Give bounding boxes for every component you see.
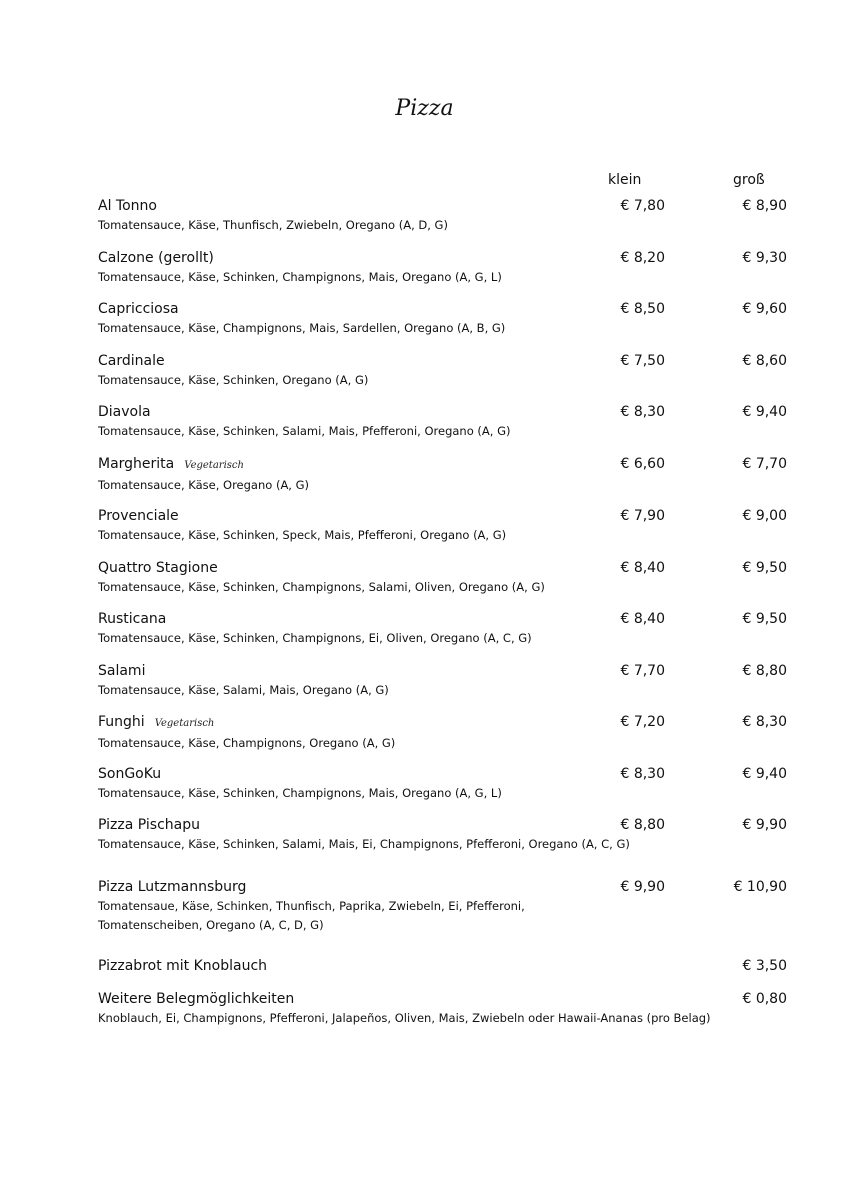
price-large: € 9,40 <box>742 404 787 420</box>
price-small: € 7,50 <box>620 353 665 369</box>
item-description: Tomatensauce, Käse, Schinken, Champignons, Salami, Oliven, Oregano (A, G) <box>98 580 545 594</box>
price-small: € 8,30 <box>620 404 665 420</box>
menu-item <box>98 454 798 495</box>
price-small: € 8,80 <box>620 817 665 833</box>
menu-item <box>98 558 798 597</box>
item-name-text: Provenciale <box>98 508 179 524</box>
item-name-text: SonGoKu <box>98 766 162 782</box>
menu-item <box>98 402 798 441</box>
item-name-text: Diavola <box>98 404 151 420</box>
item-description: Tomatensauce, Käse, Oregano (A, G) <box>98 478 310 492</box>
item-name-text: Al Tonno <box>98 198 157 214</box>
item-description: Tomatensauce, Käse, Champignons, Mais, Sardellen, Oregano (A, B, G) <box>98 321 506 335</box>
menu-item <box>98 609 798 648</box>
item-name-text: Weitere Belegmöglichkeiten <box>98 991 295 1007</box>
item-name-text: Calzone (gerollt) <box>98 250 214 266</box>
item-name <box>98 299 798 319</box>
item-name-text: Capricciosa <box>98 301 179 317</box>
item-name-text: Quattro Stagione <box>98 560 218 576</box>
price-small: € 8,30 <box>620 766 665 782</box>
menu-item <box>98 299 798 338</box>
item-description: Tomatensauce, Käse, Schinken, Salami, Mais, Ei, Champignons, Pfefferoni, Oregano (A, C, G) <box>98 837 630 851</box>
item-description: Tomatensauce, Käse, Schinken, Champignons, Mais, Oregano (A, G, L) <box>98 270 502 284</box>
item-name <box>98 764 798 784</box>
item-name-text: Margherita <box>98 456 175 472</box>
item-name-text: Funghi <box>98 714 145 730</box>
price-small: € 7,90 <box>620 508 665 524</box>
item-description: Tomatensauce, Käse, Schinken, Speck, Mais, Pfefferoni, Oregano (A, G) <box>98 528 507 542</box>
price-small: € 7,20 <box>620 714 665 730</box>
price-small: € 8,50 <box>620 301 665 317</box>
item-name-text: Pizza Lutzmannsburg <box>98 879 247 895</box>
item-name-text: Rusticana <box>98 611 167 627</box>
menu-item <box>98 196 798 235</box>
item-name-text: Cardinale <box>98 353 165 369</box>
price-large: € 9,00 <box>742 508 787 524</box>
item-name <box>98 989 798 1009</box>
item-name-text: Salami <box>98 663 146 679</box>
item-description: Tomatensauce, Käse, Schinken, Oregano (A, G) <box>98 373 369 387</box>
item-name <box>98 956 798 976</box>
item-description: Tomatensaue, Käse, Schinken, Thunfisch, Paprika, Zwiebeln, Ei, Pfefferoni, <box>98 899 525 913</box>
page-title: Pizza <box>395 96 454 121</box>
item-description: Knoblauch, Ei, Champignons, Pfefferoni, Jalapeños, Oliven, Mais, Zwiebeln oder Hawaii-Ananas (pro Belag) <box>98 1011 711 1025</box>
column-header-large: groß <box>733 172 765 188</box>
price-large: € 0,80 <box>742 991 787 1007</box>
item-description: Tomatensauce, Käse, Salami, Mais, Oregano (A, G) <box>98 683 389 697</box>
item-description: Tomatensauce, Käse, Champignons, Oregano (A, G) <box>98 736 396 750</box>
price-large: € 8,30 <box>742 714 787 730</box>
column-header-small: klein <box>608 172 642 188</box>
item-name <box>98 609 798 629</box>
price-small: € 7,70 <box>620 663 665 679</box>
item-name <box>98 877 798 897</box>
price-small: € 7,80 <box>620 198 665 214</box>
price-small: € 6,60 <box>620 456 665 472</box>
price-large: € 3,50 <box>742 958 787 974</box>
price-large: € 9,50 <box>742 611 787 627</box>
menu-item <box>98 661 798 700</box>
item-name-text: Pizza Pischapu <box>98 817 200 833</box>
price-small: € 8,20 <box>620 250 665 266</box>
price-large: € 9,60 <box>742 301 787 317</box>
item-description: Tomatenscheiben, Oregano (A, C, D, G) <box>98 918 324 932</box>
item-description: Tomatensauce, Käse, Schinken, Champignons, Mais, Oregano (A, G, L) <box>98 786 502 800</box>
price-small: € 8,40 <box>620 560 665 576</box>
menu-item <box>98 351 798 390</box>
price-large: € 9,40 <box>742 766 787 782</box>
item-name <box>98 661 798 681</box>
item-name <box>98 196 798 216</box>
price-large: € 10,90 <box>733 879 787 895</box>
price-small: € 9,90 <box>620 879 665 895</box>
price-large: € 7,70 <box>742 456 787 472</box>
menu-item <box>98 764 798 803</box>
item-name <box>98 712 798 734</box>
vegetarian-badge: Vegetarisch <box>184 460 244 471</box>
menu-item <box>98 506 798 545</box>
item-description: Tomatensauce, Käse, Thunfisch, Zwiebeln, Oregano (A, D, G) <box>98 218 448 232</box>
item-name <box>98 454 798 476</box>
item-name <box>98 558 798 578</box>
menu-item <box>98 956 798 976</box>
item-name <box>98 402 798 422</box>
item-name-text: Pizzabrot mit Knoblauch <box>98 958 268 974</box>
menu-item <box>98 248 798 287</box>
menu-item <box>98 877 798 935</box>
price-small: € 8,40 <box>620 611 665 627</box>
price-large: € 9,30 <box>742 250 787 266</box>
menu-item <box>98 712 798 753</box>
price-large: € 9,90 <box>742 817 787 833</box>
item-name <box>98 506 798 526</box>
price-large: € 8,90 <box>742 198 787 214</box>
vegetarian-badge: Vegetarisch <box>154 718 215 729</box>
price-large: € 9,50 <box>742 560 787 576</box>
price-large: € 8,60 <box>742 353 787 369</box>
item-description: Tomatensauce, Käse, Schinken, Salami, Mais, Pfefferoni, Oregano (A, G) <box>98 424 511 438</box>
item-name <box>98 815 798 835</box>
item-name <box>98 351 798 371</box>
item-name <box>98 248 798 268</box>
price-large: € 8,80 <box>742 663 787 679</box>
menu-item <box>98 815 798 854</box>
item-description: Tomatensauce, Käse, Schinken, Champignons, Ei, Oliven, Oregano (A, C, G) <box>98 631 532 645</box>
menu-item <box>98 989 798 1028</box>
